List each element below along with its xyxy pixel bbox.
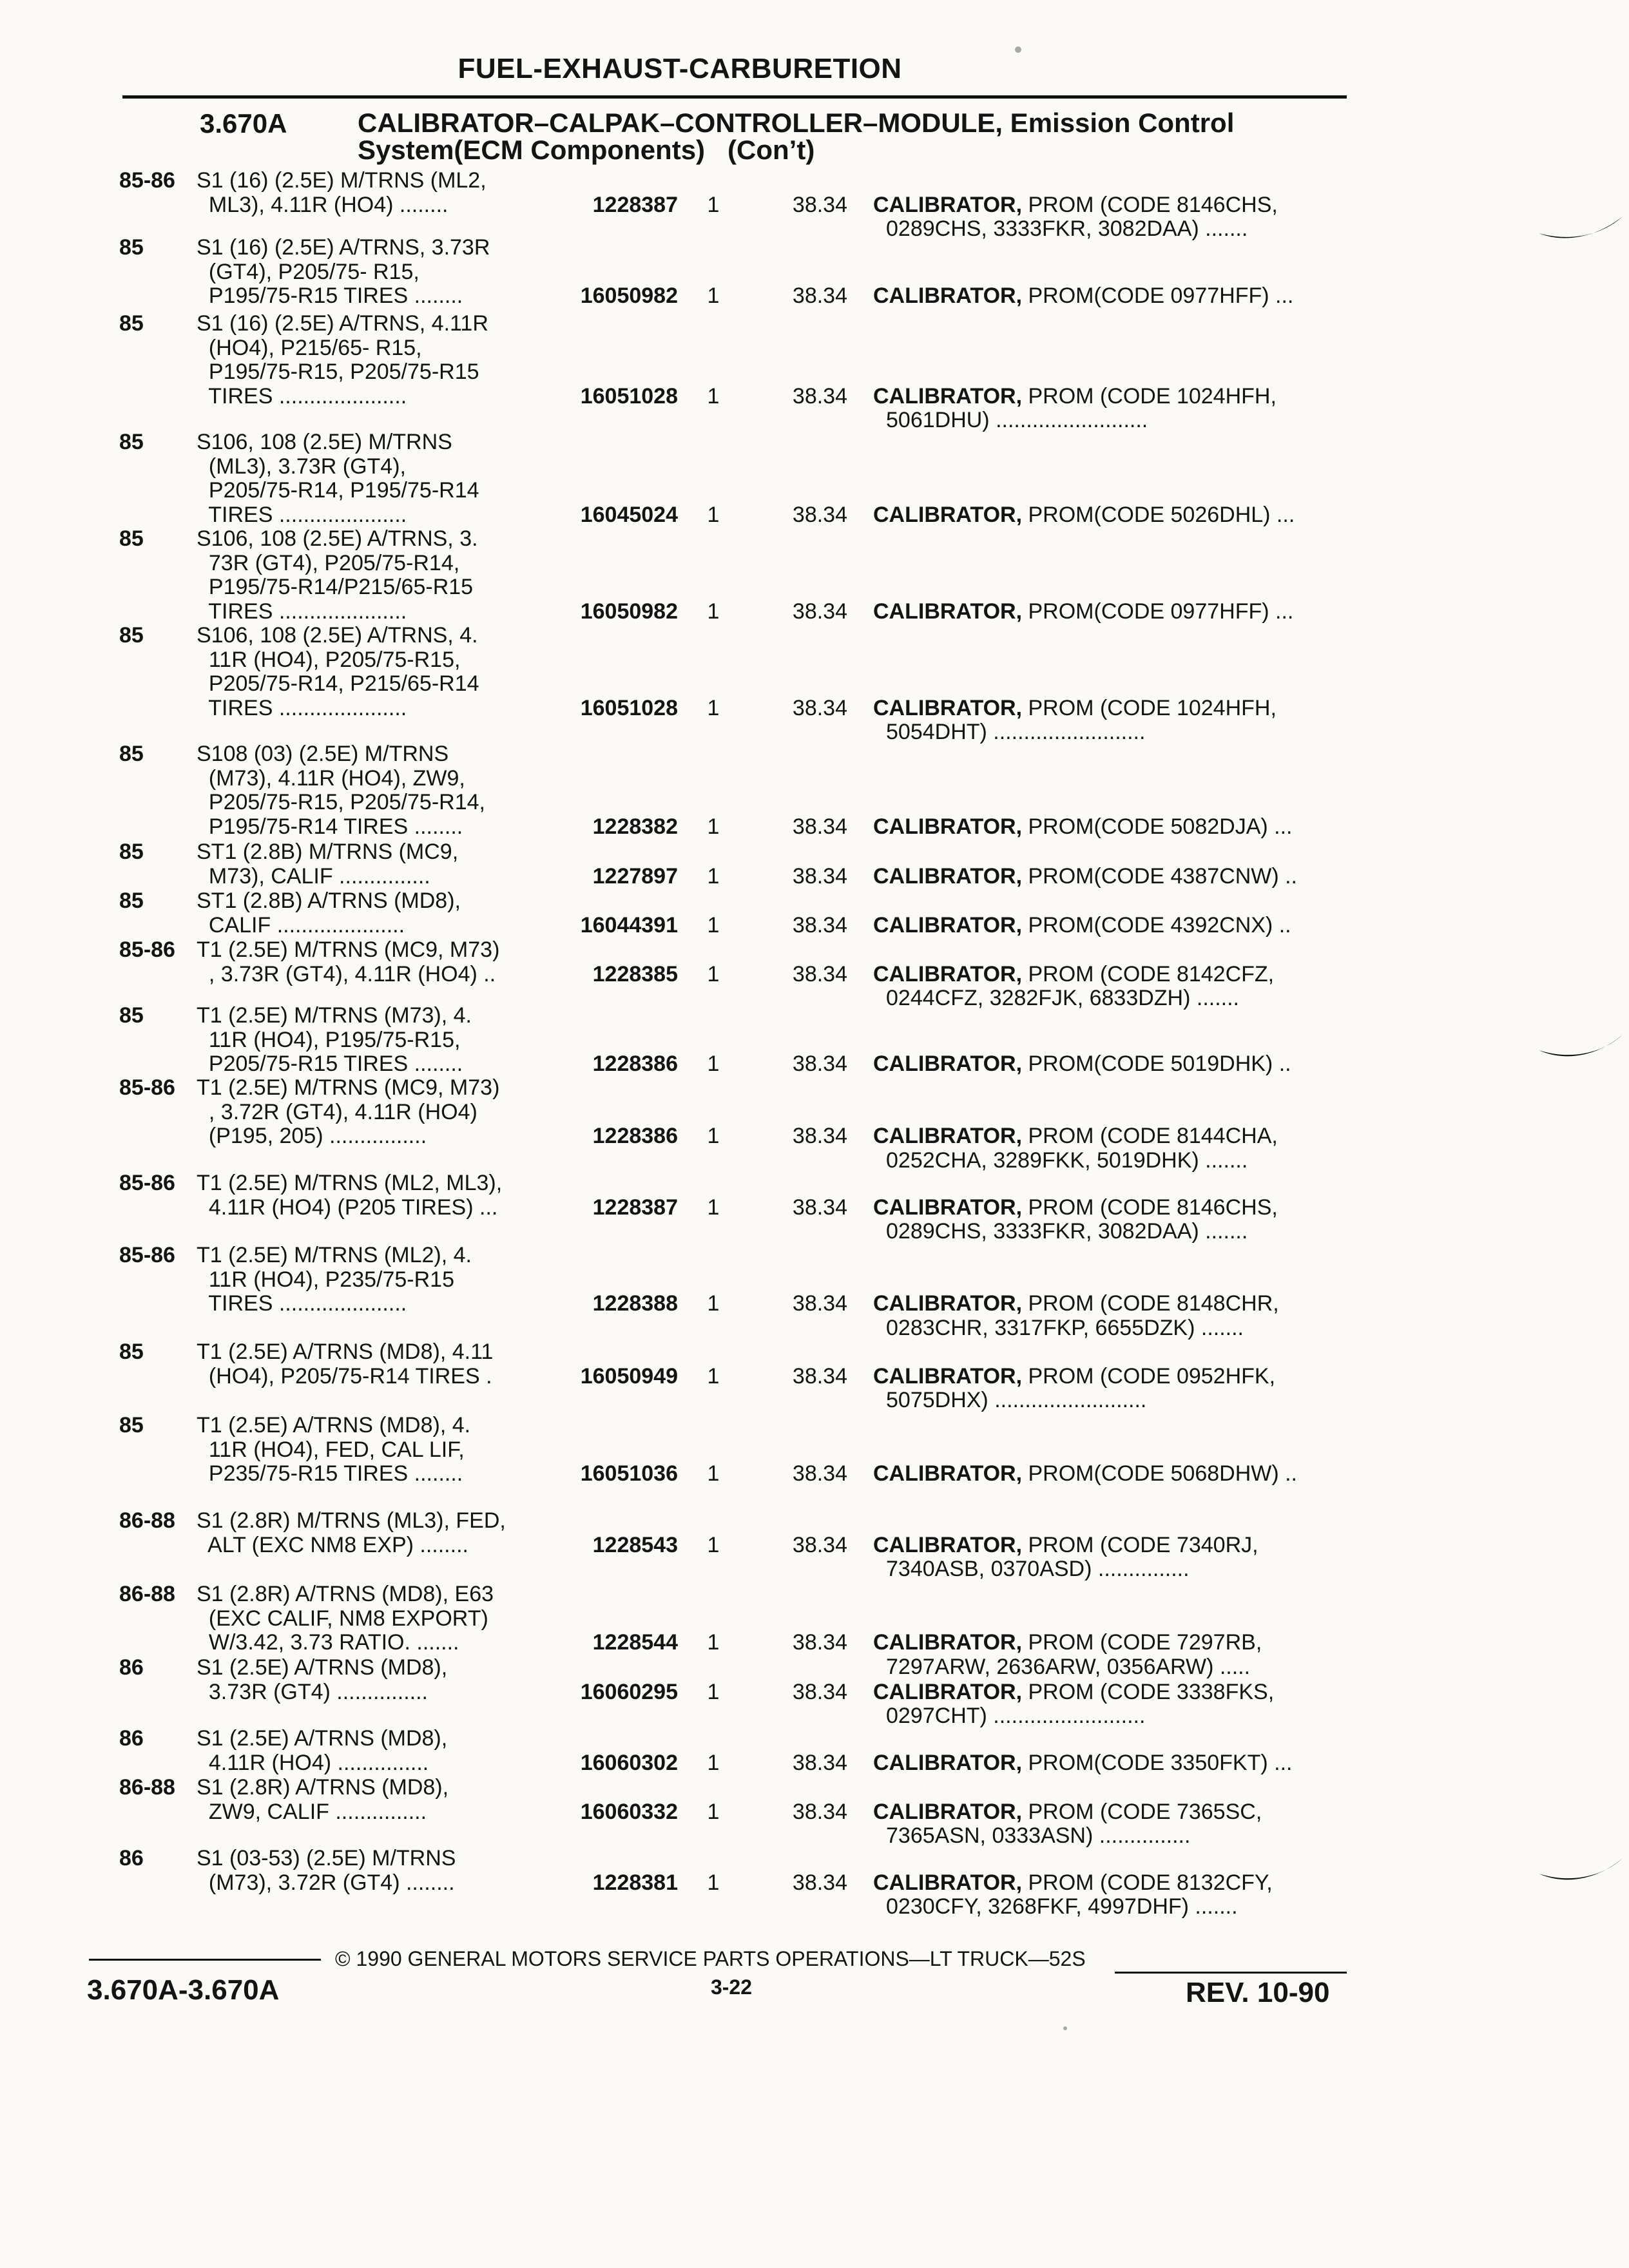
quantity: 1 <box>707 192 720 217</box>
price: 38.34 <box>792 1532 847 1557</box>
part-spec: PROM(CODE 5082DJA) ... <box>1022 814 1293 839</box>
part-description-line <box>873 1462 1363 1486</box>
part-spec: PROM(CODE 0977HFF) ... <box>1022 284 1294 308</box>
part-spec: PROM (CODE 7297RB, <box>1022 1630 1262 1655</box>
description-line: , 3.72R (GT4), 4.11R (HO4) <box>197 1099 477 1124</box>
description-line: S1 (2.5E) A/TRNS (MD8), <box>197 1655 448 1680</box>
part-description-line <box>873 1365 1363 1389</box>
model-year: 85 <box>119 235 144 260</box>
description-line: P205/75-R15 TIRES ........ <box>197 1052 463 1076</box>
part-name: CALIBRATOR, <box>873 1679 1023 1704</box>
part-description <box>873 503 1363 528</box>
application-description <box>197 1847 545 1895</box>
part-number: 1228381 <box>592 1870 678 1895</box>
footer-rule-right <box>1115 1972 1347 1974</box>
part-description-line <box>873 1196 1363 1220</box>
quantity: 1 <box>707 599 720 624</box>
part-description <box>873 1365 1363 1413</box>
application-description <box>197 169 545 217</box>
quantity: 1 <box>707 502 720 527</box>
price: 38.34 <box>792 502 847 527</box>
part-name: CALIBRATOR, <box>873 814 1023 839</box>
part-description-line: 7297ARW, 2636ARW, 0356ARW) ..... <box>886 1654 1251 1679</box>
footer-section-range: 3.670A-3.670A <box>87 1974 280 2006</box>
part-spec: PROM (CODE 8148CHR, <box>1022 1291 1279 1316</box>
part-name: CALIBRATOR, <box>873 284 1023 308</box>
part-number: 16051036 <box>580 1461 678 1486</box>
part-number: 1228386 <box>592 1052 678 1076</box>
price: 38.34 <box>792 1799 847 1824</box>
part-description-line <box>873 600 1363 624</box>
part-number: 16050982 <box>580 284 678 308</box>
part-spec: PROM (CODE 7340RJ, <box>1022 1532 1258 1557</box>
part-name: CALIBRATOR, <box>873 1052 1023 1076</box>
quantity: 1 <box>707 961 720 986</box>
model-year: 85 <box>119 889 144 913</box>
part-description-line: 7340ASB, 0370ASD) ............... <box>886 1557 1190 1581</box>
price: 38.34 <box>792 912 847 937</box>
quantity: 1 <box>707 1799 720 1824</box>
description-line: T1 (2.5E) M/TRNS (MC9, M73) <box>197 937 500 962</box>
price: 38.34 <box>792 192 847 217</box>
part-description-line: 5075DHX) ......................... <box>886 1388 1147 1412</box>
part-number: 16045024 <box>580 502 678 527</box>
description-line: S1 (16) (2.5E) A/TRNS, 3.73R <box>197 235 490 260</box>
description-line: P205/75-R14, P195/75-R14 <box>197 478 479 503</box>
application-description <box>197 1582 545 1655</box>
description-line: S1 (2.8R) A/TRNS (MD8), <box>197 1775 449 1800</box>
price: 38.34 <box>792 383 847 408</box>
part-number: 16044391 <box>580 912 678 937</box>
part-spec: PROM (CODE 8142CFZ, <box>1022 961 1275 986</box>
part-description-line: 0283CHR, 3317FKP, 6655DZK) ....... <box>886 1315 1244 1340</box>
application-description <box>197 1414 545 1486</box>
quantity: 1 <box>707 284 720 308</box>
application-description <box>197 1509 545 1557</box>
description-line: S1 (2.8R) M/TRNS (ML3), FED, <box>197 1508 506 1533</box>
part-number: 16050949 <box>580 1363 678 1389</box>
part-description-line <box>873 865 1363 889</box>
application-description <box>197 527 545 624</box>
application-description <box>197 1727 545 1775</box>
section-title <box>358 110 1485 164</box>
part-description-line <box>873 1631 1363 1655</box>
description-line: TIRES ..................... <box>197 502 407 527</box>
description-line: T1 (2.5E) M/TRNS (ML2), 4. <box>197 1243 472 1267</box>
part-description-line: 0289CHS, 3333FKR, 3082DAA) ....... <box>886 1219 1248 1244</box>
part-description-line <box>873 1052 1363 1077</box>
part-description <box>873 1533 1363 1582</box>
part-name: CALIBRATOR, <box>873 863 1023 889</box>
part-spec: PROM (CODE 1024HFH, <box>1022 383 1277 408</box>
part-description-line <box>873 1124 1363 1149</box>
part-description-line <box>873 1800 1363 1825</box>
part-number: 16051028 <box>580 383 678 408</box>
part-spec: PROM(CODE 4387CNW) .. <box>1022 863 1298 889</box>
part-description <box>873 193 1363 242</box>
quantity: 1 <box>707 863 720 889</box>
part-spec: PROM (CODE 8132CFY, <box>1022 1870 1273 1895</box>
model-year: 85 <box>119 430 144 454</box>
part-description-line: 0252CHA, 3289FKK, 5019DHK) ....... <box>886 1148 1248 1173</box>
description-line: 4.11R (HO4) (P205 TIRES) ... <box>197 1195 498 1220</box>
part-name: CALIBRATOR, <box>873 192 1023 217</box>
price: 38.34 <box>792 1870 847 1895</box>
part-number: 16060302 <box>580 1750 678 1775</box>
description-line: S106, 108 (2.5E) M/TRNS <box>197 430 452 454</box>
model-year: 85 <box>119 526 144 551</box>
description-line: (HO4), P205/75-R14 TIRES . <box>197 1363 492 1389</box>
model-year: 85-86 <box>119 1075 175 1100</box>
price: 38.34 <box>792 961 847 986</box>
part-spec: PROM(CODE 3350FKT) ... <box>1022 1750 1293 1775</box>
part-description <box>873 1124 1363 1173</box>
footer-revision: REV. 10-90 <box>1186 1977 1330 2008</box>
part-number: 16060332 <box>580 1799 678 1824</box>
quantity: 1 <box>707 1679 720 1704</box>
part-description <box>873 815 1363 840</box>
description-line: (EXC CALIF, NM8 EXPORT) <box>197 1606 488 1631</box>
application-description <box>197 624 545 720</box>
description-line: (HO4), P215/65- R15, <box>197 335 422 360</box>
part-number: 1227897 <box>592 863 678 889</box>
description-line: T1 (2.5E) A/TRNS (MD8), 4. <box>197 1413 471 1437</box>
part-description <box>873 1462 1363 1486</box>
quantity: 1 <box>707 1870 720 1895</box>
section-number: 3.670A <box>200 108 287 139</box>
price: 38.34 <box>792 1124 847 1148</box>
model-year: 86-88 <box>119 1775 175 1800</box>
binder-ring-mark-icon <box>1532 1848 1629 1893</box>
part-spec: PROM(CODE 4392CNX) .. <box>1022 912 1291 937</box>
part-name: CALIBRATOR, <box>873 1195 1023 1220</box>
part-description-line <box>873 385 1363 409</box>
description-line: CALIF ..................... <box>197 912 405 937</box>
description-line: M73), CALIF ............... <box>197 863 430 889</box>
price: 38.34 <box>792 863 847 889</box>
part-description-line <box>873 914 1363 938</box>
part-description <box>873 284 1363 309</box>
description-line: , 3.73R (GT4), 4.11R (HO4) .. <box>197 961 496 986</box>
part-spec: PROM(CODE 5026DHL) ... <box>1022 502 1295 527</box>
description-line: TIRES ..................... <box>197 383 407 408</box>
description-line: S108 (03) (2.5E) M/TRNS <box>197 742 449 766</box>
footer-rule-left <box>89 1959 321 1961</box>
description-line: (M73), 4.11R (HO4), ZW9, <box>197 765 465 791</box>
footer-page-number: 3-22 <box>710 1975 753 1999</box>
part-description <box>873 600 1363 624</box>
quantity: 1 <box>707 1124 720 1148</box>
part-spec: PROM (CODE 0952HFK, <box>1022 1363 1276 1389</box>
description-line: T1 (2.5E) A/TRNS (MD8), 4.11 <box>197 1340 494 1364</box>
model-year: 85-86 <box>119 1171 175 1195</box>
part-description <box>873 963 1363 1011</box>
model-year: 85 <box>119 623 144 648</box>
part-description-line: 5054DHT) ......................... <box>886 720 1146 744</box>
application-description <box>197 1076 545 1149</box>
header-rule <box>122 95 1347 99</box>
part-description-line <box>873 697 1363 721</box>
model-year: 85 <box>119 311 144 336</box>
binder-ring-mark-icon <box>1532 205 1629 250</box>
part-description-line <box>873 1292 1363 1316</box>
part-description-line <box>873 1680 1363 1705</box>
part-number: 1228544 <box>592 1630 678 1655</box>
description-line: W/3.42, 3.73 RATIO. ....... <box>197 1630 459 1655</box>
part-spec: PROM (CODE 8146CHS, <box>1022 1195 1278 1220</box>
part-name: CALIBRATOR, <box>873 912 1023 937</box>
model-year: 85 <box>119 840 144 864</box>
part-number: 1228543 <box>592 1532 678 1557</box>
quantity: 1 <box>707 1630 720 1655</box>
part-number: 1228387 <box>592 192 678 217</box>
part-description <box>873 914 1363 938</box>
model-year: 85-86 <box>119 168 175 193</box>
description-line: S106, 108 (2.5E) A/TRNS, 4. <box>197 623 478 648</box>
description-line: S1 (2.8R) A/TRNS (MD8), E63 <box>197 1582 494 1606</box>
price: 38.34 <box>792 1363 847 1389</box>
price: 38.34 <box>792 695 847 720</box>
description-line: P195/75-R14 TIRES ........ <box>197 814 463 839</box>
description-line: (M73), 3.72R (GT4) ........ <box>197 1870 455 1895</box>
description-line: S1 (03-53) (2.5E) M/TRNS <box>197 1846 456 1870</box>
part-description-line <box>873 284 1363 309</box>
application-description <box>197 1340 545 1389</box>
price: 38.34 <box>792 1679 847 1704</box>
part-number: 1228385 <box>592 961 678 986</box>
description-line: TIRES ..................... <box>197 599 407 624</box>
part-name: CALIBRATOR, <box>873 1363 1023 1389</box>
model-year: 85 <box>119 742 144 766</box>
part-description <box>873 1196 1363 1244</box>
application-description <box>197 1171 545 1220</box>
description-line: T1 (2.5E) M/TRNS (MC9, M73) <box>197 1075 500 1100</box>
description-line: ST1 (2.8B) M/TRNS (MC9, <box>197 840 459 864</box>
part-description-line: 5061DHU) ......................... <box>886 408 1148 432</box>
part-name: CALIBRATOR, <box>873 1461 1023 1486</box>
part-description <box>873 385 1363 433</box>
description-line: T1 (2.5E) M/TRNS (M73), 4. <box>197 1003 472 1028</box>
part-description-line <box>873 963 1363 987</box>
part-description <box>873 1751 1363 1776</box>
application-description <box>197 1244 545 1316</box>
price: 38.34 <box>792 1052 847 1076</box>
part-spec: PROM (CODE 8144CHA, <box>1022 1124 1278 1148</box>
quantity: 1 <box>707 695 720 720</box>
description-line: 11R (HO4), FED, CAL LIF, <box>197 1437 465 1462</box>
description-line: P235/75-R15 TIRES ........ <box>197 1461 463 1486</box>
description-line: 11R (HO4), P205/75-R15, <box>197 647 461 672</box>
description-line: (P195, 205) ................ <box>197 1124 427 1148</box>
part-description-line <box>873 815 1363 840</box>
price: 38.34 <box>792 1195 847 1220</box>
running-title: FUEL-EXHAUST-CARBURETION <box>458 53 902 84</box>
part-spec: PROM (CODE 8146CHS, <box>1022 192 1278 217</box>
description-line: ALT (EXC NM8 EXP) ........ <box>197 1532 468 1557</box>
part-description <box>873 1800 1363 1849</box>
description-line: 73R (GT4), P205/75-R14, <box>197 550 460 575</box>
application-description <box>197 312 545 408</box>
description-line: ML3), 4.11R (HO4) ........ <box>197 192 448 217</box>
application-description <box>197 1004 545 1077</box>
part-name: CALIBRATOR, <box>873 1870 1023 1895</box>
model-year: 86 <box>119 1726 144 1751</box>
price: 38.34 <box>792 814 847 839</box>
part-number: 16060295 <box>580 1679 678 1704</box>
model-year: 85-86 <box>119 1243 175 1267</box>
price: 38.34 <box>792 1630 847 1655</box>
part-spec: PROM(CODE 0977HFF) ... <box>1022 599 1294 624</box>
description-line: S1 (2.5E) A/TRNS (MD8), <box>197 1726 448 1751</box>
section-title-line2: System(ECM Components) (Con’t) <box>358 135 815 165</box>
description-line: P205/75-R14, P215/65-R14 <box>197 671 479 696</box>
part-name: CALIBRATOR, <box>873 1124 1023 1148</box>
application-description <box>197 889 545 937</box>
part-number: 1228382 <box>592 814 678 839</box>
quantity: 1 <box>707 1052 720 1076</box>
section-title-line1: CALIBRATOR–CALPAK–CONTROLLER–MODULE, Emission Control <box>358 108 1235 138</box>
part-spec: PROM (CODE 1024HFH, <box>1022 695 1277 720</box>
model-year: 85 <box>119 1413 144 1437</box>
part-number: 16051028 <box>580 695 678 720</box>
part-description <box>873 697 1363 745</box>
part-description-line <box>873 1871 1363 1896</box>
quantity: 1 <box>707 1291 720 1316</box>
description-line: ST1 (2.8B) A/TRNS (MD8), <box>197 889 461 913</box>
description-line: S106, 108 (2.5E) A/TRNS, 3. <box>197 526 478 551</box>
quantity: 1 <box>707 814 720 839</box>
part-description-line <box>873 1751 1363 1776</box>
part-name: CALIBRATOR, <box>873 1750 1023 1775</box>
description-line: 11R (HO4), P235/75-R15 <box>197 1267 454 1292</box>
description-line: P195/75-R14/P215/65-R15 <box>197 575 474 599</box>
part-name: CALIBRATOR, <box>873 961 1023 986</box>
quantity: 1 <box>707 1195 720 1220</box>
price: 38.34 <box>792 1291 847 1316</box>
paper-speck <box>1015 46 1021 53</box>
application-description <box>197 1656 545 1704</box>
description-line: 11R (HO4), P195/75-R15, <box>197 1027 461 1052</box>
binder-ring-mark-icon <box>1532 1024 1629 1070</box>
part-name: CALIBRATOR, <box>873 383 1023 408</box>
part-name: CALIBRATOR, <box>873 695 1023 720</box>
part-name: CALIBRATOR, <box>873 1291 1023 1316</box>
part-description <box>873 1292 1363 1340</box>
part-description <box>873 1871 1363 1919</box>
part-description-line: 0230CFY, 3268FKF, 4997DHF) ....... <box>886 1894 1238 1919</box>
quantity: 1 <box>707 1363 720 1389</box>
description-line: TIRES ..................... <box>197 1291 407 1316</box>
application-description <box>197 938 545 986</box>
paper-speck <box>1063 2026 1067 2030</box>
part-spec: PROM (CODE 3338FKS, <box>1022 1679 1275 1704</box>
description-line: P195/75-R15, P205/75-R15 <box>197 360 479 384</box>
price: 38.34 <box>792 1750 847 1775</box>
description-line: (ML3), 3.73R (GT4), <box>197 454 406 479</box>
part-number: 16050982 <box>580 599 678 624</box>
description-line: ZW9, CALIF ............... <box>197 1799 427 1824</box>
application-description <box>197 840 545 889</box>
model-year: 86-88 <box>119 1508 175 1533</box>
part-description-line: 7365ASN, 0333ASN) ............... <box>886 1823 1191 1848</box>
part-description <box>873 1631 1363 1679</box>
description-line: P195/75-R15 TIRES ........ <box>197 284 463 308</box>
part-number: 1228388 <box>592 1291 678 1316</box>
model-year: 86-88 <box>119 1582 175 1606</box>
quantity: 1 <box>707 1750 720 1775</box>
quantity: 1 <box>707 1461 720 1486</box>
part-name: CALIBRATOR, <box>873 599 1023 624</box>
part-description <box>873 1052 1363 1077</box>
application-description <box>197 236 545 309</box>
part-spec: PROM (CODE 7365SC, <box>1022 1799 1262 1824</box>
part-name: CALIBRATOR, <box>873 1799 1023 1824</box>
part-description-line: 0244CFZ, 3282FJK, 6833DZH) ....... <box>886 986 1240 1010</box>
description-line: 3.73R (GT4) ............... <box>197 1679 428 1704</box>
part-description <box>873 865 1363 889</box>
model-year: 86 <box>119 1846 144 1870</box>
model-year: 85-86 <box>119 937 175 962</box>
application-description <box>197 1776 545 1824</box>
description-line: 4.11R (HO4) ............... <box>197 1750 429 1775</box>
part-spec: PROM(CODE 5068DHW) .. <box>1022 1461 1298 1486</box>
description-line: S1 (16) (2.5E) M/TRNS (ML2, <box>197 168 487 193</box>
model-year: 85 <box>119 1340 144 1364</box>
description-line: (GT4), P205/75- R15, <box>197 259 419 284</box>
part-description-line <box>873 1533 1363 1558</box>
part-name: CALIBRATOR, <box>873 1532 1023 1557</box>
quantity: 1 <box>707 1532 720 1557</box>
part-number: 1228386 <box>592 1124 678 1148</box>
model-year: 86 <box>119 1655 144 1680</box>
part-description <box>873 1680 1363 1729</box>
part-description-line <box>873 193 1363 218</box>
application-description <box>197 742 545 839</box>
description-line: S1 (16) (2.5E) A/TRNS, 4.11R <box>197 311 488 336</box>
quantity: 1 <box>707 383 720 408</box>
description-line: TIRES ..................... <box>197 695 407 720</box>
footer-copyright: © 1990 GENERAL MOTORS SERVICE PARTS OPERATIONS—LT TRUCK—52S <box>335 1947 1086 1970</box>
price: 38.34 <box>792 599 847 624</box>
part-description-line: 0297CHT) ......................... <box>886 1704 1146 1728</box>
part-description-line: 0289CHS, 3333FKR, 3082DAA) ....... <box>886 216 1248 241</box>
description-line: P205/75-R15, P205/75-R14, <box>197 790 485 814</box>
part-number: 1228387 <box>592 1195 678 1220</box>
price: 38.34 <box>792 1461 847 1486</box>
price: 38.34 <box>792 284 847 308</box>
part-spec: PROM(CODE 5019DHK) .. <box>1022 1052 1291 1076</box>
model-year: 85 <box>119 1003 144 1028</box>
description-line: T1 (2.5E) M/TRNS (ML2, ML3), <box>197 1171 503 1195</box>
part-description-line <box>873 503 1363 528</box>
part-name: CALIBRATOR, <box>873 502 1023 527</box>
quantity: 1 <box>707 912 720 937</box>
part-name: CALIBRATOR, <box>873 1630 1023 1655</box>
application-description <box>197 430 545 527</box>
